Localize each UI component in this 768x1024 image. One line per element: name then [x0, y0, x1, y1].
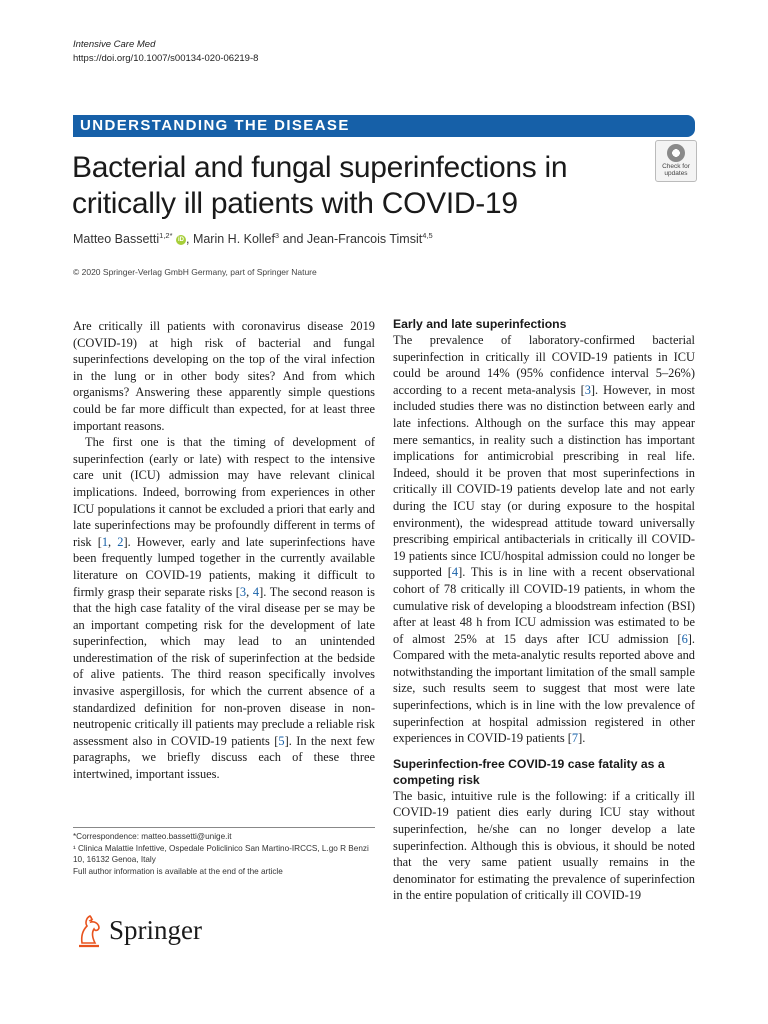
intro-paragraph: Are critically ill patients with coronavirus disease 2019 (COVID-19) at high risk of bacterial and fungal superinfections developing on the top of the viral infection in the lung or in other body sites? And from which organisms? Answering these apparently simple questions could be far more difficult than expected, for at least three important reasons.	[73, 319, 375, 433]
body-paragraph: The basic, intuitive rule is the following: if a critically ill COVID-19 patient dies early during ICU stay without superinfection, he/she can no longer develop a late superinfection. Although this is obvious, it should be noted that the very same patient usually remains in the denominator for estimating the prevalence of superinfection in the entire population of critically ill COVID-19	[393, 788, 695, 903]
author-name[interactable]: , Marin H. Kollef	[186, 232, 275, 247]
journal-doi-link[interactable]: https://doi.org/10.1007/s00134-020-06219-8	[73, 53, 259, 64]
text-run: ]. However, in most included studies there was no distinction between early and late infections. Although on the surface this may appear mere semantics, in reality such a distinction has important implications for antimicrobial prescribing in real life. Indeed, should it be proven that most superinfections in critically ill COVID-19 patients develop late and not early during the ICU stay (or during exposure to the hospital environment), the widespread attitude toward universally prescribing empirical antibacterials in critically ill COVID-19 patients since ICU/hospital admission could no longer be supported [	[393, 382, 695, 580]
journal-name: Intensive Care Med	[73, 39, 156, 50]
right-column	[393, 316, 695, 904]
check-updates-line2: updates	[664, 170, 688, 177]
section-heading-early-late: Early and late superinfections	[393, 317, 567, 331]
text-run: ,	[108, 534, 118, 549]
text-run: ]. The second reason is that the high case fatality of the viral disease per se may be an important competing risk for the development of late superinfection, which may lead to an unintended underestimation of the risk of superinfection at the bedside of alive patients. The third reason specifically involves invasive aspergillosis, for which the current absence of a standardized definition for non-proven disease in non-neutropenic critically ill patients may preclude a reliable risk assessment also in COVID-19 patients [	[73, 584, 375, 748]
section-heading-competing-risk: Superinfection-free COVID-19 case fatality as a competing risk	[393, 756, 665, 787]
orcid-icon[interactable]: iD	[178, 236, 184, 243]
citation-link[interactable]: 4	[252, 584, 260, 599]
text-run: The first one is that the timing of development of superinfection (early or late) with respect to the intensive care unit (ICU) admission may have relevant clinical implications. Indeed, borrowing from experiences in other ICU populations it cannot be excluded a priori that early and late superinfections may be profoundly different in terms of risk [	[73, 435, 375, 549]
body-paragraph	[393, 332, 695, 747]
citation-link[interactable]: 3	[584, 382, 591, 397]
citation-link[interactable]: 3	[239, 584, 247, 599]
springer-horse-icon	[73, 912, 105, 948]
author-affiliation: 4,5	[422, 231, 433, 240]
section-banner: UNDERSTANDING THE DISEASE	[73, 115, 695, 137]
citation-link[interactable]: 1	[101, 534, 109, 549]
citation-link[interactable]: 5	[278, 733, 285, 748]
check-updates-line1: Check for	[662, 163, 690, 170]
author-name[interactable]: Matteo Bassetti	[73, 232, 160, 247]
citation-link[interactable]: 7	[571, 731, 579, 746]
text-run: ]. In the next few paragraphs, we briefly discuss each of these three intertwined, important issues.	[73, 733, 375, 782]
text-run: ]. However, early and late superinfections have been frequently lumped together in the currently available literature on COVID-19 patients, making it difficult to firmly grasp their separate risks [	[73, 534, 375, 599]
author-name[interactable]: and Jean-Francois Timsit	[279, 232, 423, 247]
text-run: ,	[246, 584, 253, 599]
copyright-notice: © 2020 Springer-Verlag GmbH Germany, part of Springer Nature	[73, 267, 317, 277]
author-info-note: Full author information is available at the end of the article	[73, 866, 283, 876]
author-affiliation: 3	[274, 231, 280, 240]
citation-link[interactable]: 6	[681, 631, 688, 646]
springer-logo	[73, 910, 202, 950]
text-run: ].	[578, 731, 586, 746]
text-run: ]. This is in line with a recent observational cohort of 78 critically ill COVID-19 patients, in whom the cumulative risk of developing a bloodstream infection (BSI) after at least 48 h from ICU admission was estimated to be of almost 25% at 15 days after ICU admission [	[393, 565, 695, 646]
citation-link[interactable]: 2	[117, 534, 124, 549]
text-run: The prevalence of laboratory-confirmed bacterial superinfection in critically ill COVID-19 patients in ICU could be around 14% (95% confidence interval 5–26%) according to a recent meta-analysis [	[393, 333, 695, 397]
article-title: Bacterial and fungal superinfections in critically ill patients with COVID-19	[72, 151, 568, 220]
left-column	[73, 318, 375, 783]
body-paragraph	[73, 434, 375, 782]
footnotes	[73, 827, 375, 877]
affiliation-note: ¹ Clinica Malattie Infettive, Ospedale Policlinico San Martino-IRCCS, L.go R Benzi 10, 16132 Genoa, Italy	[73, 843, 369, 865]
check-updates-icon	[667, 144, 685, 162]
author-affiliation: 1,2*	[159, 231, 173, 240]
text-run: ]. Compared with the meta-analytic results reported above and notwithstanding the important limitation of the small sample size, such results seem to suggest that most were late superinfections, which is in line with the low prevalence of superinfection at hospital admission registered in other experiences in COVID-19 patients [	[393, 631, 695, 746]
correspondence-note[interactable]: *Correspondence: matteo.bassetti@unige.it	[73, 832, 232, 841]
publisher-name: Springer	[109, 914, 202, 945]
journal-meta	[73, 38, 258, 66]
author-list	[73, 231, 433, 246]
citation-link[interactable]: 4	[451, 565, 459, 580]
check-for-updates-badge[interactable]	[655, 140, 697, 182]
